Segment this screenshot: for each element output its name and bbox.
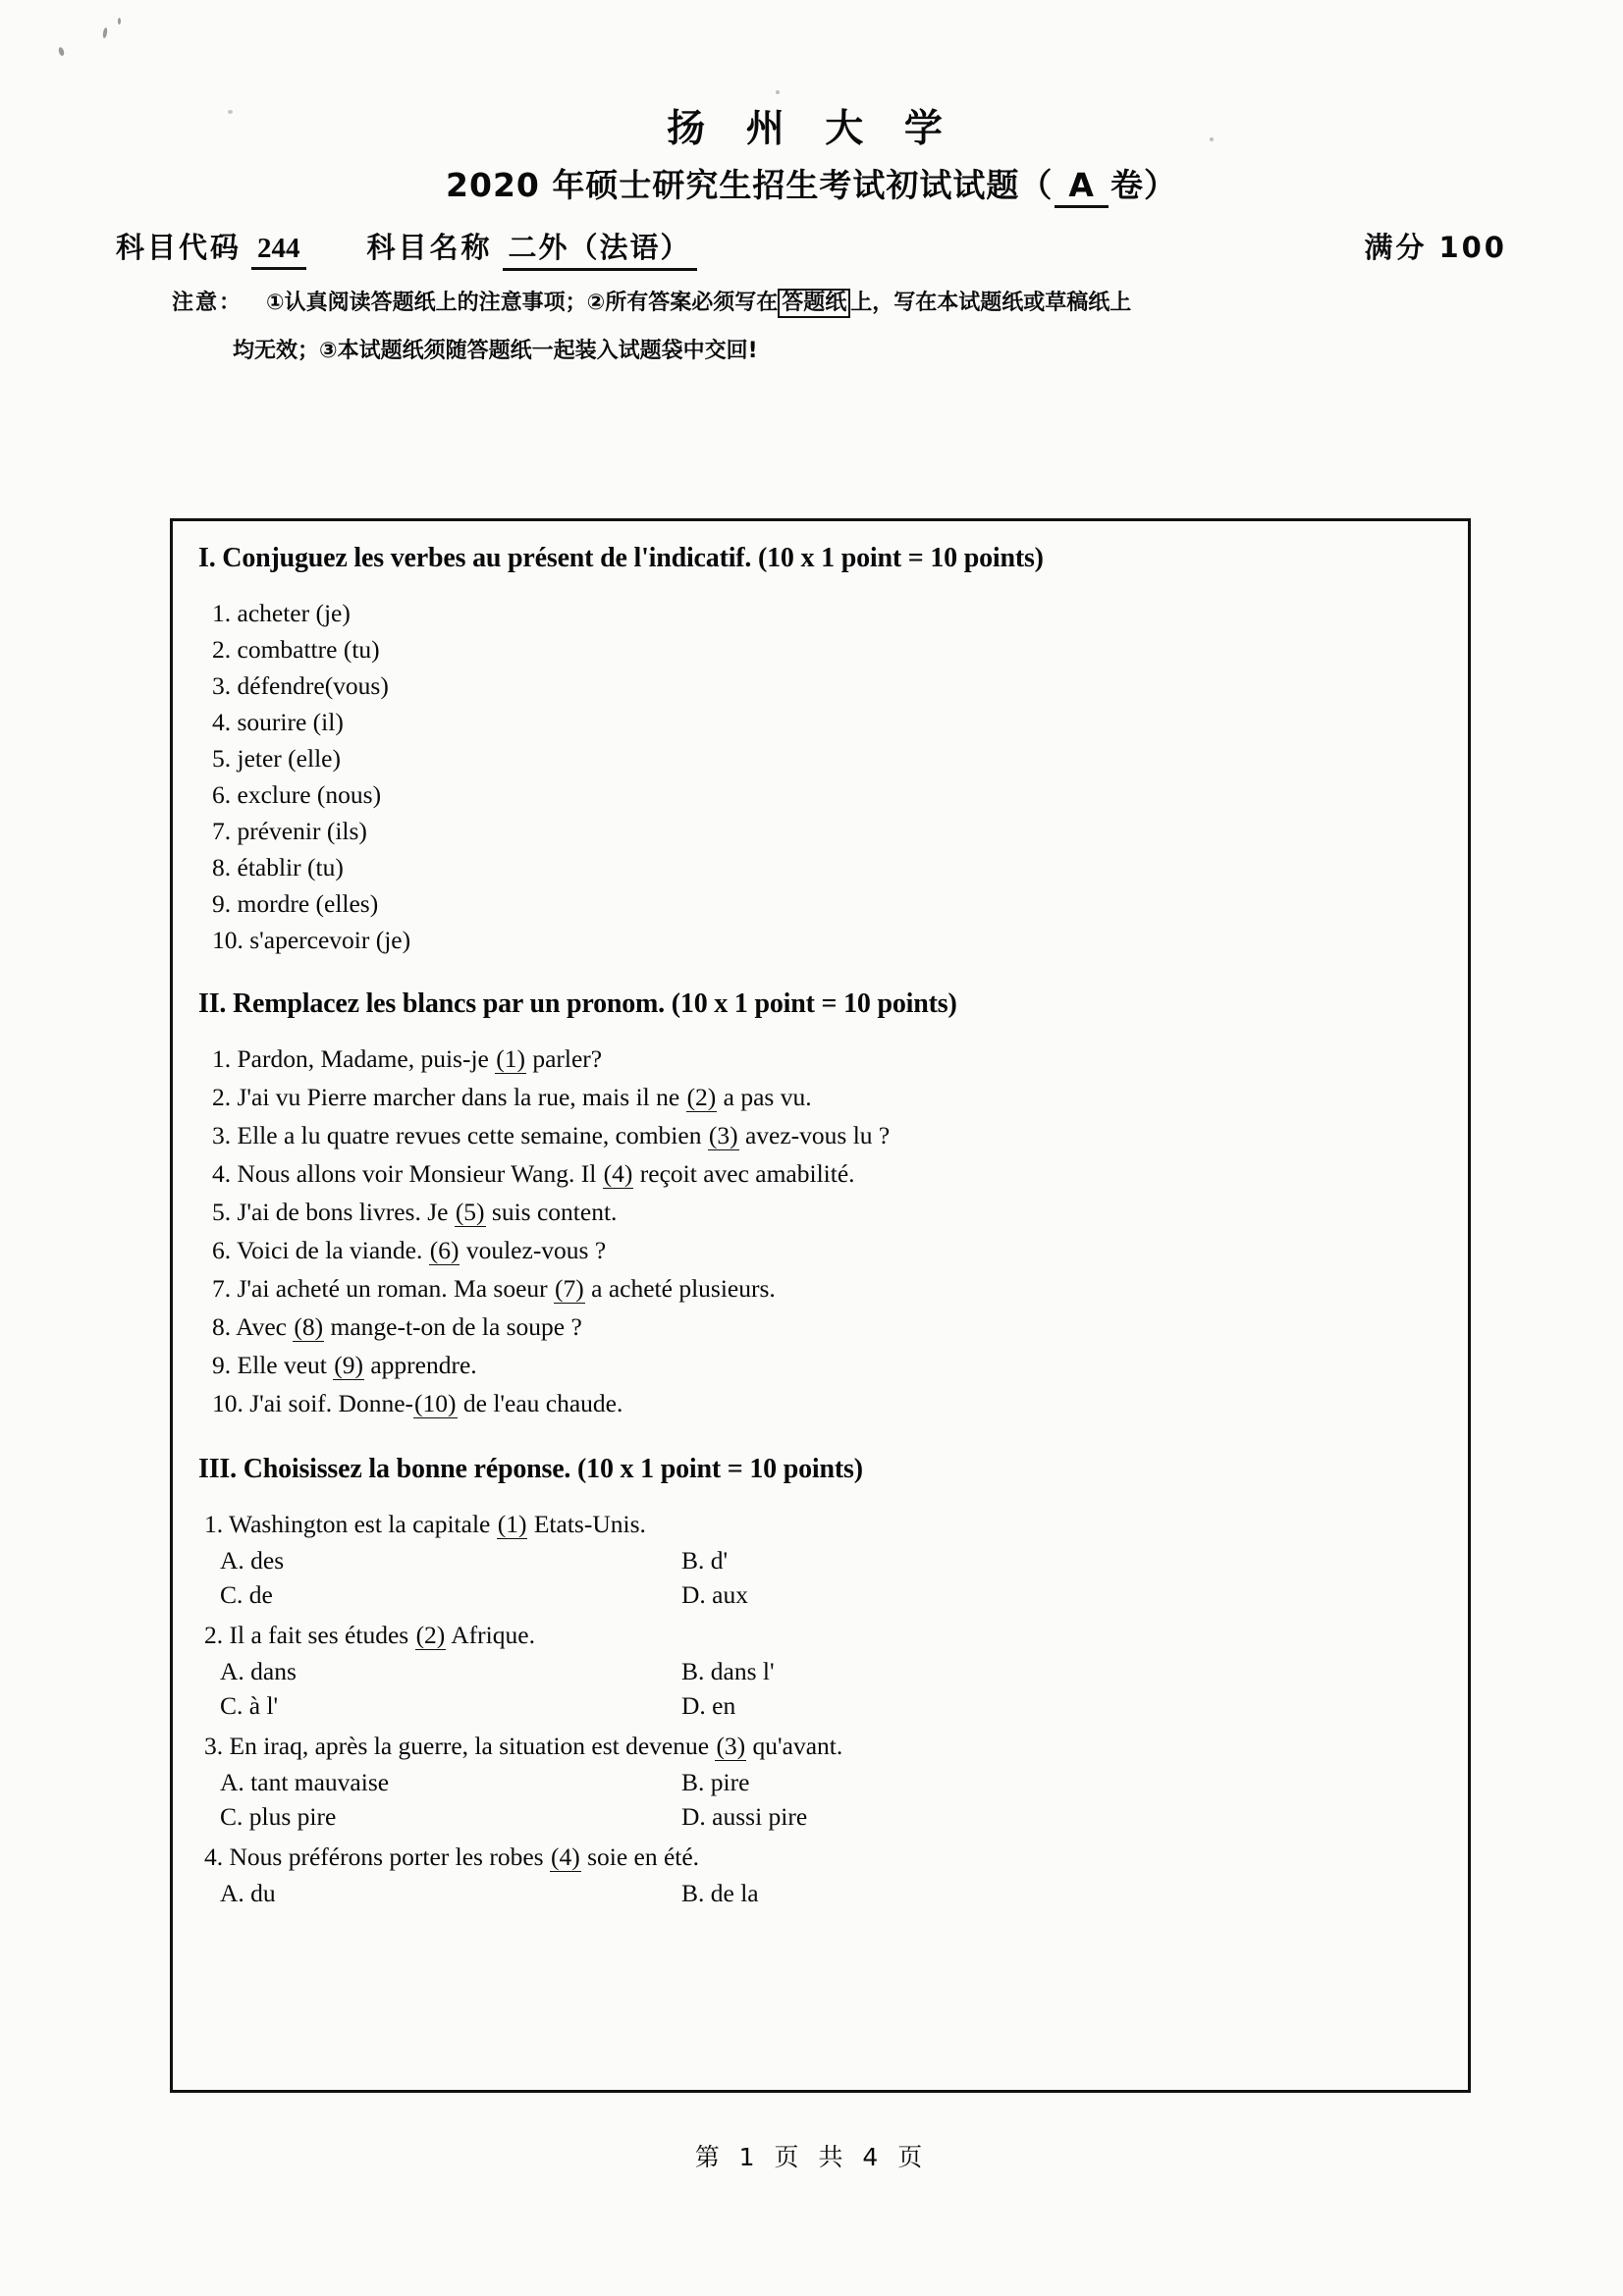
pronoun-item-pre: 6. Voici de la viande.	[212, 1236, 429, 1264]
verb-item: 2. combattre (tu)	[212, 635, 380, 664]
pronoun-item-post: suis content.	[485, 1198, 618, 1226]
university-title: 扬 州 大 学	[667, 107, 956, 151]
section-2-items	[198, 1041, 1442, 1421]
notice-line1-a: ①认真阅读答题纸上的注意事项；②所有答案必须写在	[266, 291, 779, 315]
mcq-option[interactable]: A. du	[220, 1879, 276, 1907]
mcq-stem	[198, 1507, 1442, 1542]
pronoun-item-post: a pas vu.	[717, 1083, 812, 1111]
mcq-option[interactable]: D. aux	[681, 1580, 748, 1609]
pronoun-item-post: mange-t-on de la soupe ?	[324, 1312, 582, 1341]
answer-blank: (8)	[294, 1312, 324, 1341]
pronoun-item-post: de l'eau chaude.	[457, 1389, 623, 1417]
mcq-option-row	[198, 1578, 1442, 1612]
section-2-heading: II. Remplacez les blancs par un pronom. (10 x 1 point = 10 points)	[198, 988, 957, 1019]
mcq-option-row	[198, 1655, 1442, 1688]
answer-blank: (7)	[555, 1274, 584, 1303]
page-footer: 第 1 页 共 4 页	[694, 2143, 929, 2171]
mcq-stem-pre: 2. Il a fait ses études	[204, 1621, 415, 1649]
pronoun-item-post: a acheté plusieurs.	[584, 1274, 776, 1303]
mcq-option[interactable]: C. à l'	[220, 1691, 279, 1720]
pronoun-item-pre: 1. Pardon, Madame, puis-je	[212, 1044, 496, 1073]
mcq-stem	[198, 1840, 1442, 1875]
pronoun-item	[198, 1271, 1442, 1307]
verb-item: 7. prévenir (ils)	[212, 817, 367, 845]
answer-blank: (1)	[496, 1044, 525, 1073]
pronoun-item	[198, 1080, 1442, 1115]
pronoun-item	[198, 1386, 1442, 1421]
mcq-option[interactable]: B. de la	[681, 1879, 759, 1907]
verb-item: 1. acheter (je)	[212, 599, 351, 627]
answer-blank: (10)	[414, 1389, 457, 1417]
notice-line2: 均无效；③本试题纸须随答题纸一起装入试题袋中交回!	[233, 339, 758, 363]
mcq-stem-post: Etats-Unis.	[527, 1510, 646, 1538]
mcq-option[interactable]: A. dans	[220, 1657, 297, 1685]
mcq-question	[198, 1729, 1442, 1834]
answer-blank: (4)	[550, 1842, 580, 1871]
section-1-heading: I. Conjuguez les verbes au présent de l'indicatif. (10 x 1 point = 10 points)	[198, 543, 1044, 573]
verb-item: 6. exclure (nous)	[212, 780, 382, 809]
pronoun-item-post: voulez-vous ?	[460, 1236, 607, 1264]
pronoun-item-pre: 10. J'ai soif. Donne-	[212, 1389, 414, 1417]
notice-boxed-answer-sheet: 答题纸	[778, 289, 850, 318]
exam-content-box	[170, 518, 1471, 2093]
mcq-stem-pre: 4. Nous préférons porter les robes	[204, 1842, 550, 1871]
scan-speckle	[102, 27, 108, 39]
mcq-option[interactable]: D. aussi pire	[681, 1802, 808, 1831]
mcq-option[interactable]: A. tant mauvaise	[220, 1768, 390, 1796]
subject-code-value: 244	[251, 233, 306, 270]
pronoun-item-post: avez-vous lu ?	[738, 1121, 891, 1149]
pronoun-item	[198, 1233, 1442, 1268]
pronoun-item-pre: 8. Avec	[212, 1312, 294, 1341]
verb-item: 3. défendre(vous)	[212, 671, 389, 700]
section-3-heading: III. Choisissez la bonne réponse. (10 x 1 point = 10 points)	[198, 1454, 863, 1484]
mcq-option-row	[198, 1544, 1442, 1577]
verb-item: 10. s'apercevoir (je)	[212, 926, 411, 954]
verb-item: 5. jeter (elle)	[212, 744, 341, 773]
mcq-option[interactable]: B. d'	[681, 1546, 729, 1575]
verb-item: 8. établir (tu)	[212, 853, 344, 881]
answer-blank: (1)	[497, 1510, 527, 1538]
mcq-option[interactable]: C. plus pire	[220, 1802, 337, 1831]
pronoun-item-pre: 9. Elle veut	[212, 1351, 334, 1379]
answer-blank: (3)	[708, 1121, 738, 1149]
notice-heading: 注意：	[172, 291, 243, 315]
notice-line1-b: 上，写在本试题纸或草稿纸上	[850, 291, 1132, 315]
mcq-question	[198, 1618, 1442, 1723]
notice-block	[172, 279, 1473, 375]
verb-item: 9. mordre (elles)	[212, 889, 379, 918]
subject-name-label: 科目名称	[366, 231, 493, 264]
answer-blank: (2)	[686, 1083, 717, 1111]
mcq-option[interactable]: A. des	[220, 1546, 285, 1575]
pronoun-item	[198, 1156, 1442, 1192]
mcq-stem-post: qu'avant.	[746, 1732, 843, 1760]
answer-blank: (6)	[429, 1236, 460, 1264]
exam-title-suffix: 卷）	[1109, 166, 1177, 204]
scan-speckle	[776, 90, 780, 94]
scan-speckle	[58, 46, 66, 56]
pronoun-item-post: apprendre.	[363, 1351, 477, 1379]
mcq-stem-post: soie en été.	[580, 1842, 700, 1871]
pronoun-item-pre: 7. J'ai acheté un roman. Ma soeur	[212, 1274, 555, 1303]
mcq-stem-post: Afrique.	[446, 1621, 535, 1649]
mcq-stem-pre: 3. En iraq, après la guerre, la situation est devenue	[204, 1732, 716, 1760]
pronoun-item	[198, 1118, 1442, 1153]
full-score-label: 满分	[1364, 231, 1428, 264]
answer-blank: (5)	[455, 1198, 485, 1226]
verb-item: 4. sourire (il)	[212, 708, 344, 736]
mcq-option[interactable]: B. pire	[681, 1768, 750, 1796]
pronoun-item-post: reçoit avec amabilité.	[633, 1159, 855, 1188]
subject-name-value: 二外（法语）	[503, 226, 697, 271]
pronoun-item-post: parler?	[525, 1044, 603, 1073]
mcq-stem	[198, 1618, 1442, 1653]
pronoun-item-pre: 2. J'ai vu Pierre marcher dans la rue, mais il ne	[212, 1083, 686, 1111]
answer-blank: (2)	[415, 1621, 446, 1649]
subject-code-label: 科目代码	[116, 231, 243, 264]
mcq-option[interactable]: C. de	[220, 1580, 273, 1609]
mcq-option-row	[198, 1689, 1442, 1723]
mcq-option[interactable]: B. dans l'	[681, 1657, 775, 1685]
mcq-question	[198, 1507, 1442, 1612]
mcq-option-row	[198, 1766, 1442, 1799]
answer-blank: (9)	[334, 1351, 363, 1379]
pronoun-item-pre: 3. Elle a lu quatre revues cette semaine, combien	[212, 1121, 708, 1149]
pronoun-item	[198, 1348, 1442, 1383]
pronoun-item	[198, 1195, 1442, 1230]
paper-code: A	[1055, 166, 1109, 208]
mcq-question	[198, 1840, 1442, 1910]
mcq-option-row	[198, 1877, 1442, 1910]
pronoun-item	[198, 1309, 1442, 1345]
pronoun-item-pre: 5. J'ai de bons livres. Je	[212, 1198, 455, 1226]
pronoun-item-pre: 4. Nous allons voir Monsieur Wang. Il	[212, 1159, 603, 1188]
answer-blank: (4)	[603, 1159, 633, 1188]
mcq-option-row	[198, 1800, 1442, 1834]
exam-meta-row	[116, 226, 1507, 271]
mcq-stem-pre: 1. Washington est la capitale	[204, 1510, 497, 1538]
answer-blank: (3)	[716, 1732, 746, 1760]
exam-title-prefix: 2020 年硕士研究生招生考试初试试题（	[446, 166, 1054, 204]
full-score-value: 100	[1438, 231, 1507, 264]
exam-title	[0, 160, 1623, 208]
mcq-stem	[198, 1729, 1442, 1764]
scan-speckle	[118, 18, 121, 25]
pronoun-item	[198, 1041, 1442, 1077]
section-1-items	[198, 596, 1442, 958]
mcq-option[interactable]: D. en	[681, 1691, 736, 1720]
